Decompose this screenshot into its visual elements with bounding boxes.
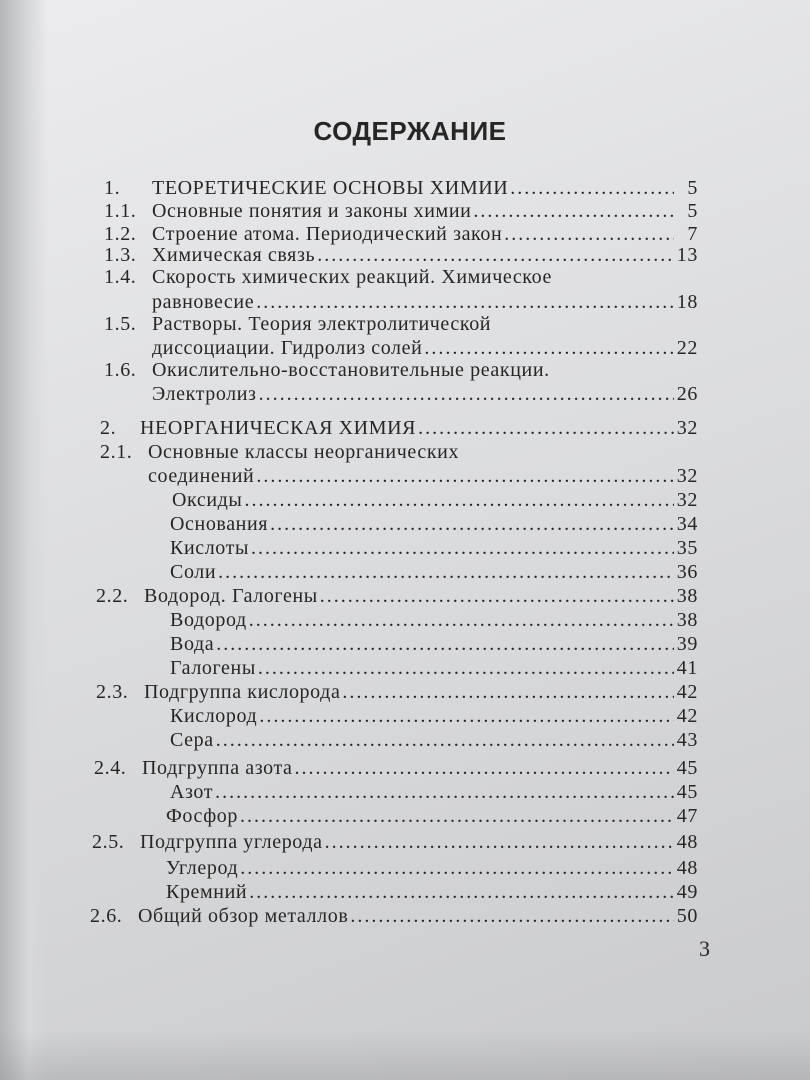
toc-entry-title-continued: равновесие — [152, 291, 255, 313]
toc-entry-title: Вода — [170, 633, 215, 655]
toc-entry-1-6 — [152, 382, 698, 406]
toc-entry-number: 2. — [100, 417, 117, 439]
toc-entry-page: 39 — [676, 633, 698, 655]
toc-subentry-kislorod — [170, 704, 698, 728]
toc-entry-page: 45 — [676, 757, 698, 779]
toc-dot-leader — [320, 584, 674, 608]
toc-entry-title: Фосфор — [166, 805, 238, 827]
toc-entry-number: 1.2. — [104, 223, 137, 245]
toc-entry-2-4 — [94, 756, 698, 780]
toc-entry-2-6 — [90, 904, 698, 928]
toc-subentry-voda — [170, 632, 698, 656]
toc-entry-number: 1.3. — [104, 244, 137, 266]
toc-dot-leader — [216, 632, 674, 656]
toc-entry-2-2 — [96, 584, 698, 608]
toc-entry-2-5 — [92, 830, 698, 854]
toc-dot-leader — [258, 656, 674, 680]
toc-entry-number: 1. — [104, 177, 121, 199]
toc-entry-number: 2.1. — [100, 441, 133, 463]
toc-dot-leader — [256, 290, 674, 314]
toc-entry-1-6-first-line — [104, 358, 550, 382]
toc-dot-leader — [418, 416, 674, 440]
toc-entry-title: Скорость химических реакций. Химическое — [152, 266, 552, 288]
toc-entry-title: Основания — [170, 513, 269, 535]
toc-entry-page: 43 — [676, 729, 698, 751]
toc-subentry-oksidy — [172, 488, 698, 512]
toc-subentry-galogeny — [170, 656, 698, 680]
toc-entry-page: 47 — [676, 805, 698, 827]
toc-dot-leader — [342, 680, 674, 704]
toc-entry-page: 26 — [676, 383, 698, 405]
toc-entry-title: Кремний — [166, 881, 248, 903]
toc-entry-title: Растворы. Теория электролитической — [152, 313, 492, 335]
toc-entry-title: Азот — [170, 781, 214, 803]
toc-entry-page: 48 — [676, 831, 698, 853]
toc-entry-title: Химическая связь — [152, 244, 316, 266]
toc-entry-title: Углерод — [166, 857, 239, 879]
toc-dot-leader — [270, 512, 674, 536]
toc-entry-title: Водород. Галогены — [144, 585, 318, 607]
toc-entry-page: 49 — [676, 881, 698, 903]
toc-entry-page: 13 — [676, 244, 698, 266]
toc-subentry-uglerod — [166, 856, 698, 880]
toc-entry-page: 41 — [676, 657, 698, 679]
toc-entry-number: 1.5. — [104, 313, 137, 335]
toc-entry-title-continued: Электролиз — [152, 383, 257, 405]
page-number: 3 — [699, 936, 710, 961]
toc-subentry-kisloty — [170, 536, 698, 560]
toc-entry-page: 7 — [687, 223, 698, 245]
toc-entry-title: Кислород — [170, 705, 258, 727]
toc-entry-page: 38 — [676, 609, 698, 631]
toc-entry-number: 2.2. — [96, 585, 129, 607]
toc-entry-title: Окислительно-восстановительные реакции. — [152, 359, 550, 381]
toc-dot-leader — [215, 780, 674, 804]
toc-dot-leader — [249, 880, 674, 904]
toc-dot-leader — [249, 608, 674, 632]
toc-entry-number: 2.5. — [92, 831, 125, 853]
toc-subentry-sera — [170, 728, 698, 752]
toc-entry-page: 35 — [676, 537, 698, 559]
toc-entry-page: 18 — [676, 291, 698, 313]
toc-entry-page: 45 — [676, 781, 698, 803]
toc-dot-leader — [240, 856, 674, 880]
toc-dot-leader — [295, 756, 674, 780]
toc-entry-1-5 — [152, 336, 698, 360]
toc-entry-title-continued: соединений — [148, 465, 255, 487]
toc-entry-page: 34 — [676, 513, 698, 535]
toc-subentry-azot — [170, 780, 698, 804]
toc-dot-leader — [251, 536, 674, 560]
toc-entry-page: 42 — [676, 681, 698, 703]
toc-entry-2-1-first-line — [100, 440, 459, 464]
toc-entry-title: Общий обзор металлов — [138, 905, 349, 927]
toc-dot-leader — [325, 830, 674, 854]
toc-entry-page: 36 — [676, 561, 698, 583]
toc-dot-leader — [473, 199, 674, 223]
toc-entry-1-4 — [152, 290, 698, 314]
toc-entry-page: 5 — [687, 200, 698, 222]
toc-subentry-vodorod — [170, 608, 698, 632]
toc-entry-page: 42 — [676, 705, 698, 727]
toc-dot-leader — [424, 336, 674, 360]
toc-entry-1-4-first-line — [104, 265, 552, 289]
toc-entry-title: Строение атома. Периодический закон — [152, 223, 503, 245]
page-title: СОДЕРЖАНИЕ — [313, 116, 507, 146]
toc-entry-1-5-first-line — [104, 312, 491, 336]
toc-entry-page: 32 — [676, 465, 698, 487]
toc-entry-title: Основные понятия и законы химии — [152, 200, 472, 222]
toc-entry-title: Подгруппа кислорода — [144, 681, 341, 703]
toc-entry-number: 2.6. — [90, 905, 123, 927]
toc-entry-2-3 — [96, 680, 698, 704]
toc-entry-number: 1.1. — [104, 200, 137, 222]
toc-entry-title: Соли — [170, 561, 217, 583]
toc-subentry-fosfor — [166, 804, 698, 828]
toc-entry-number: 1.4. — [104, 266, 137, 288]
toc-dot-leader — [240, 804, 674, 828]
toc-entry-title: Подгруппа углерода — [140, 831, 323, 853]
toc-dot-leader — [350, 904, 674, 928]
toc-entry-title: Кислоты — [170, 537, 250, 559]
toc-entry-title: Оксиды — [172, 489, 243, 511]
toc-dot-leader — [510, 176, 674, 200]
toc-entry-title: Сера — [170, 729, 214, 751]
toc-entry-1-3 — [104, 243, 698, 267]
toc-entry-number: 2.3. — [96, 681, 129, 703]
toc-dot-leader — [317, 243, 674, 267]
toc-entry-title-continued: диссоциации. Гидролиз солей — [152, 337, 423, 359]
toc-dot-leader — [216, 728, 674, 752]
toc-dot-leader — [259, 704, 674, 728]
toc-entry-2 — [100, 416, 698, 440]
toc-entry-title: Основные классы неорганических — [148, 441, 460, 463]
toc-entry-title: Водород — [170, 609, 247, 631]
toc-entry-page: 48 — [676, 857, 698, 879]
toc-entry-page: 5 — [687, 177, 698, 199]
toc-entry-page: 50 — [676, 905, 698, 927]
toc-entry-title: ТЕОРЕТИЧЕСКИЕ ОСНОВЫ ХИМИИ — [152, 177, 509, 199]
toc-entry-page: 32 — [676, 417, 698, 439]
toc-entry-page: 32 — [676, 489, 698, 511]
toc-subentry-osnovaniya — [170, 512, 698, 536]
toc-entry-title: НЕОРГАНИЧЕСКАЯ ХИМИЯ — [140, 417, 417, 439]
toc-entry-page: 38 — [676, 585, 698, 607]
toc-entry-1-1 — [104, 199, 698, 223]
toc-dot-leader — [218, 560, 674, 584]
toc-dot-leader — [259, 382, 674, 406]
toc-subentry-soli — [170, 560, 698, 584]
toc-entry-title: Подгруппа азота — [142, 757, 293, 779]
toc-entry-number: 2.4. — [94, 757, 127, 779]
toc-entry-title: Галогены — [170, 657, 256, 679]
toc-subentry-kremniy — [166, 880, 698, 904]
toc-entry-1 — [104, 176, 698, 200]
toc-entry-number: 1.6. — [104, 359, 137, 381]
toc-entry-2-1 — [148, 464, 698, 488]
toc-entry-page: 22 — [676, 337, 698, 359]
toc-dot-leader — [244, 488, 674, 512]
toc-dot-leader — [256, 464, 674, 488]
